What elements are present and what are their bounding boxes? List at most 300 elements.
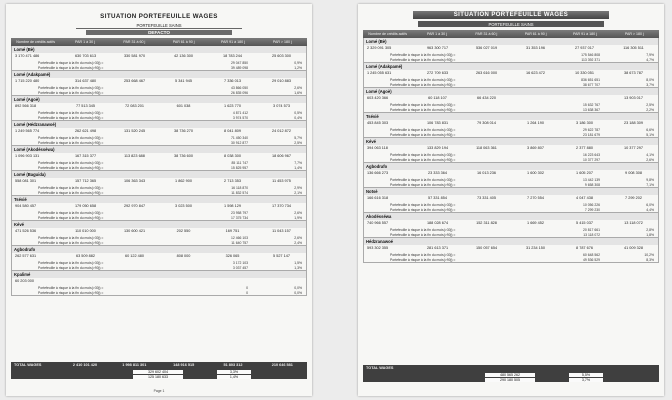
branch-section [11,271,307,296]
risk-percent: 1,3% [294,265,302,270]
total-cell: TOTAL WAGES [14,363,42,367]
branch-name: Lomé (Hédzranawoé) [12,121,306,128]
value-cell: 5 527 147 [273,254,290,259]
risk-label: Portefeuille à risque à la fin du mois(>90j) = [38,165,104,170]
risk-amount: 85 111 747 [231,160,248,165]
value-cell: 16 013 236 [476,171,496,176]
risk-label: Portefeuille à risque à la fin du mois(>30j) = [38,260,104,265]
risk-percent: 1,2% [294,65,302,70]
branch-name: Notsè [364,188,658,195]
value-cell: 57 331 854 [427,196,447,201]
risk-amount: 16 118 870 [231,185,248,190]
risk-amount: 49 536 529 [583,257,600,262]
branch-section [11,246,307,271]
risk-label: Portefeuille à risque à la fin du mois(>30j) = [390,52,456,57]
branch-name: Akodésséwa [364,213,658,220]
risk-label: Portefeuille à risque à la fin du mois(>90j) = [390,207,456,212]
value-cell: 292 970 847 [123,204,146,209]
value-cell [61,279,110,283]
value-cell: 5 415 037 [576,221,593,226]
risk-amount: 26 835 096 [231,90,248,95]
risk-line [364,157,658,162]
risk-percent: 2,9% [294,185,302,190]
risk-label: Portefeuille à risque à la fin du mois(>90j) = [38,215,104,220]
total-risk-line [11,374,307,379]
value-cell: 963 300 717 [426,46,449,51]
risk-percent: 1,9% [294,215,302,220]
value-cell: 7 299 202 [625,196,642,201]
branch-section [11,196,307,221]
risk-percent: 1,6% [294,90,302,95]
risk-amount: 60 648 562 [583,252,600,257]
risk-label: Portefeuille à risque à la fin du mois(>90j) = [390,132,456,137]
total-risk-percent: 1,4% [217,375,251,379]
risk-percent: 1,4% [294,165,302,170]
risk-amount: 11 832 574 [231,190,248,195]
total-cell: 2 410 101 420 [72,363,98,367]
risk-percent: 0,0% [294,285,302,290]
value-cell: 16 623 472 [525,71,545,76]
branch-section [363,163,659,188]
risk-percent: 5,1% [646,132,654,137]
value-cell: 7 270 554 [527,196,544,201]
risk-amount: 0 [246,290,248,295]
risk-percent: 1,5% [294,260,302,265]
risk-percent: 0,4% [294,115,302,120]
risk-line [12,165,306,170]
risk-line [12,190,306,195]
risk-label: Portefeuille à risque à la fin du mois(>30j) = [390,227,456,232]
value-cell: 106 363 343 [123,179,146,184]
value-cell: 1 605 207 [576,171,593,176]
risk-line [364,182,658,187]
total-cell: 1 998 811 301 [122,363,147,367]
value-cell [511,96,560,100]
value-cell: 253 668 467 [123,79,146,84]
risk-amount: 12 466 103 [231,235,248,240]
risk-amount: 71 450 340 [231,135,248,140]
risk-percent: 4,7% [646,57,654,62]
table-body [358,38,664,263]
total-risk-amount: 329 602 404 [133,370,183,374]
value-cell: 3 170 471 486 [15,54,40,59]
value-cell: 8 041 809 [224,129,241,134]
risk-percent: 2,6% [294,235,302,240]
column-header: PAR 91 à 180 j [573,32,597,36]
value-cell: 5 341 945 [175,79,192,84]
risk-percent: 2,5% [646,102,654,107]
risk-label: Portefeuille à risque à la fin du mois(>90j) = [390,257,456,262]
value-cell: 603 420 366 [367,96,389,101]
risk-label: Portefeuille à risque à la fin du mois(>30j) = [390,102,456,107]
risk-amount: 10 056 226 [583,202,600,207]
risk-label: Portefeuille à risque à la fin du mois(>30j) = [38,110,104,115]
branch-section [363,63,659,88]
value-cell [110,279,159,283]
risk-line [12,240,306,245]
value-cell: 23 333 364 [427,171,447,176]
total-cell [560,366,609,370]
value-cell: 1 600 302 [527,171,544,176]
column-header: PAR > 180 j [272,40,292,44]
branch-section [11,171,307,196]
value-cell: 3 074 573 [273,104,290,109]
column-header: PAR 61 à 90 j [172,40,195,44]
total-values [363,365,659,372]
value-cell: 8 787 676 [576,246,593,251]
value-cell: 60 203 000 [15,279,35,284]
value-cell: 1 669 452 [527,221,544,226]
risk-amount: 15 825 957 [231,165,248,170]
column-header: Nombre de crédits actifs [16,40,56,44]
value-cell: 330 581 970 [123,54,146,59]
branch-name: Lomé (Adakpamé) [12,71,306,78]
branch-values [364,195,658,202]
total-cell: 51 803 312 [223,363,243,367]
risk-amount: 23 181 679 [583,132,600,137]
table-body [6,46,312,296]
risk-percent: 3,7% [646,82,654,87]
risk-percent: 2,1% [294,190,302,195]
risk-line [364,82,658,87]
risk-label: Portefeuille à risque à la fin du mois(>90j) = [390,57,456,62]
risk-label: Portefeuille à risque à la fin du mois(>90j) = [38,65,104,70]
value-cell: 24 012 872 [271,129,291,134]
risk-amount: 7 299 230 [584,207,600,212]
branch-section [363,38,659,63]
value-cell: 630 703 613 [74,54,97,59]
risk-label: Portefeuille à risque à la fin du mois(>30j) = [390,152,456,157]
risk-amount: 10 377 297 [583,157,600,162]
value-cell: 150 057 654 [475,246,498,251]
total-cell [610,366,659,370]
risk-amount: 3 974 570 [232,115,248,120]
risk-label: Portefeuille à risque à la fin du mois(>90j) = [390,107,456,112]
column-header: Nombre de crédits actifs [368,32,408,36]
branch-values [364,70,658,77]
value-cell: 453 845 303 [367,121,389,126]
risk-label: Portefeuille à risque à la fin du mois(>30j) = [38,135,104,140]
total-risk-amount: 125 180 633 [133,375,183,379]
branch-name: Lomé (Bè) [12,46,306,53]
risk-percent: 4,1% [646,152,654,157]
value-cell: 808 000 [176,254,191,259]
page-title: SITUATION PORTEFEUILLE WAGES [413,11,609,19]
branch-section [11,121,307,146]
risk-amount: 23 958 797 [231,210,248,215]
risk-amount: 3 172 103 [232,260,248,265]
risk-amount: 13 118 072 [583,232,600,237]
risk-percent: 5,7% [294,135,302,140]
branch-name: Hédzranawoé [364,238,658,245]
branch-name: Kpalimé [12,271,306,278]
column-header: PAR 91 à 180 j [221,40,245,44]
value-cell: 7 336 013 [224,79,241,84]
value-cell: 1 096 903 131 [15,154,40,159]
value-cell: 3 186 300 [576,121,593,126]
risk-percent: 7,9% [646,52,654,57]
branch-values [12,103,306,110]
risk-amount: 29 047 850 [231,60,248,65]
branch-values [12,253,306,260]
branch-name: Kévé [364,138,658,145]
risk-label: Portefeuille à risque à la fin du mois(>90j) = [38,140,104,145]
risk-line [364,232,658,237]
value-cell: 11 043 157 [272,229,291,234]
page-subtitle: PORTEFEUILLE SAINS [76,22,242,29]
risk-percent: 4,4% [646,207,654,212]
risk-label: Portefeuille à risque à la fin du mois(>30j) = [38,285,104,290]
branch-name: Agbodrafo [12,246,306,253]
value-cell: 2 377 880 [576,146,593,151]
value-cell: 116 305 511 [623,46,644,51]
value-cell: 18 783 244 [222,54,242,59]
risk-amount: 39 489 098 [231,65,248,70]
risk-amount: 16 223 643 [583,152,600,157]
risk-amount: 11 640 757 [231,240,248,245]
total-cell: TOTAL WAGES [366,366,394,370]
risk-label: Portefeuille à risque à la fin du mois(>90j) = [390,157,456,162]
branch-section [11,146,307,171]
risk-label: Portefeuille à risque à la fin du mois(>30j) = [38,160,104,165]
value-cell [159,279,208,283]
risk-label: Portefeuille à risque à la fin du mois(>90j) = [38,240,104,245]
branch-values [364,220,658,227]
branch-section [11,46,307,71]
branch-values [364,145,658,152]
branch-values [12,228,306,235]
risk-amount: 3 037 457 [232,265,248,270]
page-title: SITUATION PORTEFEUILLE WAGES [100,13,218,20]
total-cell [412,366,461,370]
risk-amount: 43 866 050 [231,85,248,90]
total-cell: 210 646 581 [271,363,293,367]
risk-label: Portefeuille à risque à la fin du mois(>90j) = [38,115,104,120]
value-cell: 79 308 014 [476,121,496,126]
risk-label: Portefeuille à risque à la fin du mois(>30j) = [38,85,104,90]
risk-percent: 6,6% [646,127,654,132]
column-header: PAR 1 à 30 j [75,40,95,44]
value-cell: 394 063 118 [367,146,388,151]
risk-percent: 0,9% [294,60,302,65]
branch-values [364,45,658,52]
total-risk-percent: 3,3% [217,370,251,374]
value-cell: 892 566 318 [15,104,37,109]
branch-name: Lomé (Adakpamé) [364,63,658,70]
risk-line [12,90,306,95]
risk-line [12,65,306,70]
branch-values [364,120,658,127]
branch-name: Agbodrafo [364,163,658,170]
value-cell: 131 520 245 [123,129,146,134]
value-cell: 9 008 308 [625,171,642,176]
value-cell: 23 188 309 [623,121,643,126]
total-cell: 148 916 515 [173,363,195,367]
risk-label: Portefeuille à risque à la fin du mois(>30j) = [390,127,456,132]
risk-percent: 2,6% [646,157,654,162]
branch-values [364,245,658,252]
branch-name: Tsévié [12,196,306,203]
branch-section [363,113,659,138]
value-cell: 106 783 831 [426,121,449,126]
risk-percent: 7,1% [646,182,654,187]
value-cell: 10 330 051 [574,71,594,76]
branch-name: Lomé (Akodésséwa) [12,146,306,153]
value-cell: 110 010 000 [75,229,96,234]
value-cell: 72 083 201 [124,104,144,109]
value-cell: 4 047 438 [576,196,593,201]
branch-name: Tsévié [364,113,658,120]
risk-label: Portefeuille à risque à la fin du mois(>30j) = [390,252,456,257]
total-cell [462,366,511,370]
risk-line [12,115,306,120]
risk-line [364,57,658,62]
branch-name: Lomé (Agoè) [12,96,306,103]
value-cell: 133 829 194 [426,146,449,151]
risk-percent: 2,8% [646,227,654,232]
risk-amount: 113 392 371 [581,57,600,62]
value-cell: 152 311 828 [476,221,497,226]
value-cell: 25 603 300 [271,54,291,59]
value-cell: 179 050 658 [74,204,97,209]
value-cell: 471 526 536 [15,229,37,234]
branch-section [363,213,659,238]
value-cell: 167 315 377 [74,154,97,159]
branch-values [12,203,306,210]
risk-percent: 1,8% [646,232,654,237]
risk-amount: 38 677 707 [583,82,600,87]
risk-amount: 15 632 767 [583,102,600,107]
risk-percent: 10,2% [644,252,654,257]
risk-amount: 836 651 651 [581,77,600,82]
value-cell: 1 245 055 631 [367,71,392,76]
value-cell [208,279,257,283]
risk-percent: 6,0% [646,202,654,207]
risk-percent: 9,8% [646,177,654,182]
branch-section [363,138,659,163]
value-cell: 1 715 220 480 [15,79,40,84]
risk-label: Portefeuille à risque à la fin du mois(>30j) = [390,77,456,82]
risk-line [364,207,658,212]
risk-label: Portefeuille à risque à la fin du mois(>90j) = [390,182,456,187]
risk-amount: 9 658 308 [584,182,600,187]
total-block [11,362,307,379]
value-cell: 60 118 107 [428,96,447,101]
branch-section [11,71,307,96]
risk-label: Portefeuille à risque à la fin du mois(>90j) = [38,265,104,270]
column-header: PAR 1 à 30 j [427,32,447,36]
total-risk-amount: 290 180 505 [485,378,535,382]
risk-line [12,290,306,295]
value-cell: 38 736 600 [173,154,193,159]
branch-name: Kévé [12,221,306,228]
risk-line [364,132,658,137]
risk-label: Portefeuille à risque à la fin du mois(>30j) = [390,177,456,182]
value-cell: 740 966 557 [367,221,389,226]
value-cell: 130 600 421 [123,229,146,234]
value-cell: 1 862 900 [175,179,192,184]
value-cell: 113 823 688 [124,154,145,159]
value-cell: 66 434 220 [476,96,496,101]
risk-percent: 2,6% [294,85,302,90]
risk-percent: 7,7% [294,160,302,165]
risk-percent: 0,5% [294,110,302,115]
value-cell: 202 550 [176,229,191,234]
risk-amount: 29 622 787 [583,127,600,132]
risk-percent: 2,4% [294,240,302,245]
value-cell: 157 712 365 [74,179,97,184]
value-cell: 118 063 361 [476,146,497,151]
branch-values [12,153,306,160]
risk-label: Portefeuille à risque à la fin du mois(>30j) = [390,202,456,207]
value-cell: 38 673 787 [623,71,643,76]
value-cell: 11 453 975 [272,179,291,184]
value-cell: 27 937 017 [574,46,594,51]
value-cell: 77 513 345 [75,104,95,109]
total-values [11,362,307,369]
branch-values [12,178,306,185]
column-header: PAR > 180 j [624,32,644,36]
risk-label: Portefeuille à risque à la fin du mois(>90j) = [38,190,104,195]
total-risk-amount: 480 565 262 [485,373,535,377]
value-cell: 38 736 270 [173,129,193,134]
page-subtitle: PORTEFEUILLE SAINS [418,21,604,27]
risk-percent: 2,2% [646,107,654,112]
branch-values [12,128,306,135]
value-cell: 8 038 300 [224,154,241,159]
value-cell: 169 751 [225,229,240,234]
branch-section [363,188,659,213]
risk-line [12,265,306,270]
risk-label: Portefeuille à risque à la fin du mois(>30j) = [38,185,104,190]
risk-label: Portefeuille à risque à la fin du mois(>90j) = [38,290,104,295]
value-cell: 166 616 318 [367,196,389,201]
value-cell: 601 038 [176,104,191,109]
value-cell: 558 081 301 [15,179,37,184]
risk-line [12,215,306,220]
value-cell: 2 713 353 [224,179,241,184]
total-block [363,365,659,382]
page-number: Page 1 [153,389,165,393]
value-cell: 272 709 633 [426,71,449,76]
page-2 [358,4,664,396]
total-risk-percent: 5,5% [569,373,603,377]
total-cell [511,366,560,370]
value-cell: 904 580 457 [15,204,37,209]
value-cell: 17 370 734 [271,204,291,209]
value-cell: 2 329 091 305 [367,46,392,51]
value-cell: 73 331 405 [476,196,496,201]
value-cell: 13 118 072 [624,221,643,226]
value-cell: 1 598 129 [224,204,241,209]
column-header: PAR 31 à 60 j [475,32,498,36]
value-cell: 31 234 150 [525,246,545,251]
branch-values [12,78,306,85]
risk-label: Portefeuille à risque à la fin du mois(>90j) = [390,232,456,237]
risk-label: Portefeuille à risque à la fin du mois(>30j) = [38,235,104,240]
risk-amount: 17 375 734 [231,215,248,220]
risk-line [364,257,658,262]
page-1 [6,4,312,396]
value-cell: 136 666 273 [367,171,389,176]
risk-percent: 8,0% [646,77,654,82]
value-cell: 29 010 883 [271,79,291,84]
branch-section [363,88,659,113]
total-risk-percent: 3,7% [569,378,603,382]
risk-amount: 13 442 139 [583,177,600,182]
column-headers [11,38,307,46]
risk-label: Portefeuille à risque à la fin du mois(>90j) = [390,82,456,87]
